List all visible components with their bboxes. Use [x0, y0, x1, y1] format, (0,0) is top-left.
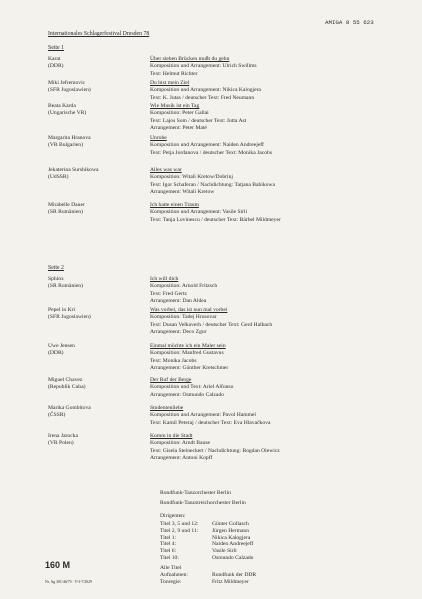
conductors-label: Dirigenten:: [160, 513, 186, 519]
song-credit: Arrangement: Dan Aldea: [150, 298, 207, 305]
artist-name: Mirabelle Dauer: [48, 202, 85, 208]
track-artist: [48, 103, 86, 118]
song-credit: Komposition und Arrangement: Vasile Sirli: [150, 209, 248, 216]
song-credit: Text: K. Jutas / deutscher Text: Fred Neumann: [150, 94, 255, 101]
song-credit: Arrangement: Osmundo Calzado: [150, 391, 224, 398]
song-title: Ich hatte einen Traum: [150, 202, 199, 208]
song-title: Einmal möchte ich ein Maler sein: [150, 343, 226, 349]
song-credit: Text: Tanja Lovinescu / deutscher Text: Bärbel Mildmeyer: [150, 216, 281, 223]
song-credit: Text: Lajos Som / deutscher Text: Jutta Ast: [150, 117, 247, 124]
song-credit: Text: Gisela Steineckert / Nachdichtung: Bogdan Olewicz: [150, 447, 280, 454]
song-credit: Arrangement: Deco Zgur: [150, 329, 207, 336]
conductor-row: [160, 541, 253, 548]
artist-country: (Ungarische VR): [48, 110, 87, 117]
print-code: Nr. Ag 301/46/79 · V-3-7/2029: [45, 580, 92, 584]
song-credit: Komposition: Arndt Bause: [150, 440, 210, 447]
artist-country: (DDR): [48, 63, 64, 70]
recording-row: [160, 572, 256, 579]
all-titles-label: Alle Titel: [160, 565, 182, 571]
song-credit: Arrangement: Peter Maté: [150, 125, 207, 132]
song-credit: Arrangement: Witali Kretow: [150, 189, 215, 196]
recording-key: Tonregie:: [160, 578, 182, 585]
artist-name: Uwe Jensen: [48, 343, 75, 349]
conductor-titles: Titel 10:: [160, 554, 179, 561]
track-details: [150, 56, 257, 78]
track-details: [150, 307, 272, 337]
conductor-row: [160, 528, 253, 535]
recording-key: Aufnahmen:: [160, 572, 188, 578]
price-mark: 160 M: [45, 560, 71, 570]
song-title: Über sieben Brücken mußt du gehn: [150, 56, 230, 62]
artist-country: (VR Polen): [48, 440, 74, 447]
track-details: [150, 343, 228, 373]
song-title: Der Ruf der Berge: [150, 377, 192, 383]
song-credit: Komposition: Peter Gallai: [150, 110, 209, 117]
track-artist: [48, 276, 83, 291]
song-credit: Komposition und Arrangement: Pavol Hammel: [150, 412, 256, 419]
song-title: Was vorbei, das ist nun mal vorbei: [150, 307, 228, 313]
artist-name: Irena Jarocka: [48, 433, 78, 439]
track-artist: [48, 135, 91, 150]
artist-name: Miguel Chavez: [48, 377, 83, 383]
side-2-label: Seite 2: [48, 265, 64, 271]
song-credit: Text: Kamil Peteraj / deutscher Text: Eva Hlavačkova: [150, 419, 271, 426]
artist-country: (UdSSR): [48, 174, 69, 181]
artist-name: Beata Karda: [48, 103, 76, 109]
conductor-row: [160, 555, 253, 562]
song-credit: Komposition und Arrangement: Ulrich Swillms: [150, 63, 257, 70]
artist-country: (Republik Cuba): [48, 384, 86, 391]
artist-country: (VR Bulgarien): [48, 142, 83, 149]
recording-value: Fritz Mildmeyer: [212, 578, 249, 585]
conductor-name: Osmundo Calzado: [212, 554, 254, 561]
song-credit: Komposition und Text: Ariel Alfonso: [150, 384, 234, 391]
conductors-table: [160, 521, 253, 562]
song-credit: Komposition: Manfred Gustavus: [150, 350, 224, 357]
song-credit: Text: Dusan Velkaverh / deutscher Text: Gerd Halbach: [150, 321, 273, 328]
artist-country: (DDR): [48, 350, 64, 357]
track-details: [150, 103, 246, 133]
artist-name: Pepel in Kri: [48, 307, 76, 313]
song-credit: Text: Igor Schaferan / Nachdichtung: Tatjana Babikowa: [150, 181, 275, 188]
recording-table: [160, 572, 256, 586]
conductor-titles: Titel 2, 9 und 11:: [160, 527, 199, 534]
side-1-label: Seite 1: [48, 45, 64, 51]
track-details: [150, 135, 272, 157]
song-title: Unruhe: [150, 135, 167, 141]
artist-name: Karat: [48, 56, 61, 62]
conductor-titles: Titel 4:: [160, 541, 177, 548]
song-credit: Arrangement: Günther Kretschmer: [150, 365, 229, 372]
song-title: Du bist mein Ziel: [150, 80, 190, 86]
artist-country: (SFR Jugoslawien): [48, 87, 91, 94]
artist-name: Miki Jefremovic: [48, 80, 86, 86]
track-artist: [48, 56, 64, 71]
track-artist: [48, 343, 75, 358]
song-credit: Komposition: Arnold Fritzsch: [150, 283, 218, 290]
recording-row: [160, 579, 256, 586]
song-credit: Text: Petja Jordanova / deutscher Text: Monika Jacobs: [150, 149, 272, 156]
song-credit: Text: Fred Gertz: [150, 290, 187, 297]
track-details: [150, 405, 270, 427]
conductor-titles: Titel 1:: [160, 534, 177, 541]
song-title: Alles was war: [150, 167, 182, 173]
orchestra-2: Rundfunk-Tanzstreichorchester Berlin: [160, 500, 246, 506]
conductor-name: Naiden Andreejeff: [212, 541, 254, 548]
track-artist: [48, 433, 78, 448]
conductor-name: Günter Gollasch: [212, 521, 249, 527]
artist-country: (SR Rumänien): [48, 283, 83, 290]
track-details: [150, 377, 233, 399]
track-details: [150, 433, 280, 463]
track-artist: [48, 377, 85, 392]
album-title: Internationales Schlagerfestival Dresden 78: [48, 31, 150, 37]
song-credit: Komposition und Arrangement: Nikica Kalogjera: [150, 87, 261, 94]
artist-country: (SFR Jugoslawien): [48, 314, 91, 321]
artist-name: Sphinx: [48, 276, 64, 282]
song-title: Komm in die Stadt: [150, 433, 193, 439]
artist-name: Margarita Hranova: [48, 135, 91, 141]
artist-country: (SR Rumänien): [48, 209, 83, 216]
conductor-titles: Titel 3, 5 und 12:: [160, 521, 199, 527]
song-credit: Arrangement: Antoni Kopff: [150, 455, 213, 462]
track-details: [150, 276, 217, 306]
artist-name: Jekaterina Surshikowa: [48, 167, 99, 173]
song-credit: Komposition: Tadej Hrusovar: [150, 314, 217, 321]
catalog-number: AMIGA 8 55 623: [325, 19, 374, 26]
song-title: Wie Musik ist ein Tag: [150, 103, 200, 109]
track-details: [150, 202, 281, 224]
song-credit: Text: Monika Jacobs: [150, 357, 197, 364]
song-title: Ich will dich: [150, 276, 179, 282]
artist-country: (ČSSR): [48, 412, 66, 419]
track-artist: [48, 80, 91, 95]
conductor-titles: Titel 6:: [160, 548, 177, 555]
artist-name: Marika Gombitova: [48, 405, 91, 411]
song-credit: Komposition und Arrangement: Naiden Andreejeff: [150, 142, 264, 149]
song-title: Studentenliebe: [150, 405, 184, 411]
song-credit: Komposition: Witali Kretow/Dobrinj: [150, 174, 233, 181]
track-artist: [48, 307, 91, 322]
track-artist: [48, 405, 91, 420]
orchestra-1: Rundfunk-Tanzorchester Berlin: [160, 490, 231, 496]
track-artist: [48, 167, 99, 182]
conductor-name: Vasile Sirli: [212, 548, 237, 555]
conductor-row: [160, 548, 253, 555]
conductor-name: Jürgen Hermann: [212, 527, 250, 534]
track-artist: [48, 202, 85, 217]
track-details: [150, 80, 261, 102]
song-credit: Text: Helmut Richter: [150, 70, 198, 77]
conductor-row: [160, 521, 253, 528]
recording-value: Rundfunk der DDR: [212, 572, 257, 578]
track-details: [150, 167, 275, 197]
conductor-name: Nikica Kalogjera: [212, 534, 251, 541]
